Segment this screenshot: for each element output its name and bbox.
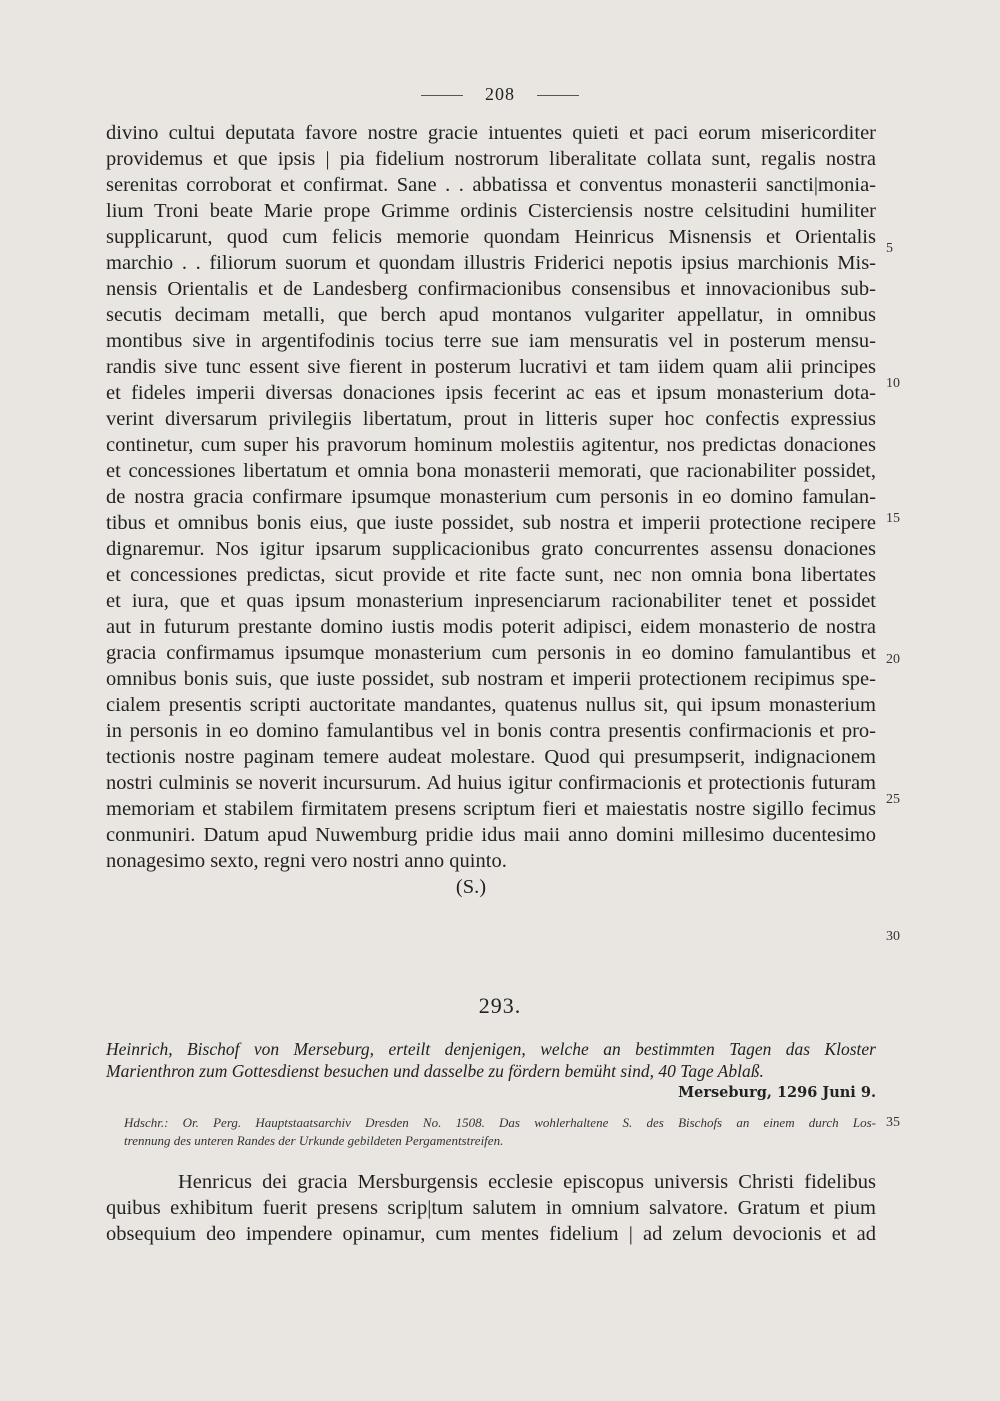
text-line: montibus sive in argentifodinis tocius terre sue iam mensuratis vel in posterum mensu-: [106, 330, 876, 352]
text-line: et iura, que et quas ipsum monasterium inpresenciarum racionabiliter tenet et possidet: [106, 590, 876, 612]
text-line: continetur, cum super his pravorum hominum molestiis agitentur, nos predictas donaciones: [106, 434, 876, 456]
note-line: trennung des unteren Randes der Urkunde gebildeten Pergamentstreifen.: [124, 1133, 504, 1148]
line-number: 15: [886, 511, 900, 526]
line-number: 25: [886, 792, 900, 807]
text-line: quibus exhibitum fuerit presens scrip|tum salutem in omnium salvatore. Gratum et pium: [106, 1197, 876, 1219]
text-line: et fideles imperii diversas donaciones ipsis fecerint ac eas et ipsum monasterium dota-: [106, 382, 876, 404]
line-number: 10: [886, 376, 900, 391]
text-line: memoriam et stabilem firmitatem presens scriptum fieri et maiestatis nostre sigillo fecimus: [106, 798, 876, 820]
document-text: [106, 1169, 876, 1247]
line-number: 30: [886, 929, 900, 944]
text-line: de nostra gracia confirmare ipsumque monasterium cum personis in eo domino famulan-: [106, 486, 876, 508]
document-date: Merseburg, 1296 Juni 9.: [678, 1084, 876, 1101]
regest: [106, 1038, 876, 1104]
text-line: tibus et omnibus bonis eius, que iuste possidet, sub nostra et imperii protectione recipere: [106, 512, 876, 534]
text-line: conmuniri. Datum apud Nuwemburg pridie idus maii anno domini millesimo ducentesimo: [106, 824, 876, 846]
text-line: randis sive tunc essent sive fierent in posterum lucrativi et tam iidem quam alii principes: [106, 356, 876, 378]
text-line: nensis Orientalis et de Landesberg confirmacionibus consensibus et innovacionibus sub-: [106, 278, 876, 300]
text-line: omnibus bonis suis, que iuste possidet, sub nostram et imperii protectionem recipimus spe-: [106, 668, 876, 690]
regest-line: Marienthron zum Gottesdienst besuchen und dasselbe zu fördern bemüht sind, 40 Tage Ablaß.: [106, 1061, 764, 1081]
text-line: secutis decimam metalli, que berch apud montanos vulgariter appellatur, in omnibus: [106, 304, 876, 326]
regest-line: Heinrich, Bischof von Merseburg, erteilt denjenigen, welche an bestimmten Tagen das Kloster: [106, 1039, 876, 1059]
seal-mark: (S.): [455, 876, 487, 898]
text-line: tectionis nostre paginam temere audeat molestare. Quod qui presumpserit, indignacionem: [106, 746, 876, 768]
text-line: nostri culminis se noverit incursurum. Ad huius igitur confirmacionis et protectionis futuram: [106, 772, 876, 794]
text-line: obsequium deo impendere opinamur, cum mentes fidelium | ad zelum devocionis et ad: [106, 1223, 876, 1245]
text-line: et concessiones libertatum et omnia bona monasterii memorati, que racionabiliter possidet,: [106, 460, 876, 482]
text-line: cialem presentis scripti auctoritate mandantes, quatenus nullus sit, qui ipsum monasterium: [106, 694, 876, 716]
text-line: et concessiones predictas, sicut provide et rite facte sunt, nec non omnia bona libertates: [106, 564, 876, 586]
header-rule-right: [537, 95, 579, 96]
line-number: 5: [886, 241, 893, 256]
text-line: Henricus dei gracia Mersburgensis ecclesie episcopus universis Christi fidelibus: [178, 1171, 876, 1193]
note-line: Hdschr.: Or. Perg. Hauptstaatsarchiv Dresden No. 1508. Das wohlerhaltene S. des Bischofs an einem durch Los-: [124, 1115, 876, 1130]
header-rule-left: [421, 95, 463, 96]
text-line: supplicarunt, quod cum felicis memorie quondam Heinricus Misnensis et Orientalis: [106, 226, 876, 248]
manuscript-note: [124, 1114, 876, 1150]
page-header: [0, 84, 1000, 105]
text-line: gracia confirmamus ipsumque monasterium cum personis in eo domino famulantibus et: [106, 642, 876, 664]
line-number: 20: [886, 652, 900, 667]
text-line: serenitas corroborat et confirmat. Sane . . abbatissa et conventus monasterii sancti|monia-: [106, 174, 876, 196]
text-line: verint diversarum privilegiis libertatum, prout in litteris super hoc confectis expressius: [106, 408, 876, 430]
text-line: nonagesimo sexto, regni vero nostri anno quinto.: [106, 850, 507, 872]
text-line: lium Troni beate Marie prope Grimme ordinis Cisterciensis nostre celsitudini humiliter: [106, 200, 876, 222]
text-line: divino cultui deputata favore nostre gracie intuentes quieti et paci eorum misericorditer: [106, 122, 876, 144]
text-line: providemus et que ipsis | pia fidelium nostrorum liberalitate collata sunt, regalis nostra: [106, 148, 876, 170]
text-line: marchio . . filiorum suorum et quondam illustris Friderici nepotis ipsius marchionis Mis-: [106, 252, 876, 274]
line-number: 35: [886, 1115, 900, 1130]
charter-text: [106, 120, 876, 900]
text-line: dignaremur. Nos igitur ipsarum supplicacionibus grato concurrentes assensu donaciones: [106, 538, 876, 560]
document-number: 293.: [478, 993, 522, 1018]
text-line: aut in futurum prestante domino iustis modis poterit adipisci, eidem monasterio de nostra: [106, 616, 876, 638]
text-line: in personis in eo domino famulantibus vel in bonis contra presentis confirmacionis et pro-: [106, 720, 876, 742]
page-number: 208: [485, 84, 515, 104]
